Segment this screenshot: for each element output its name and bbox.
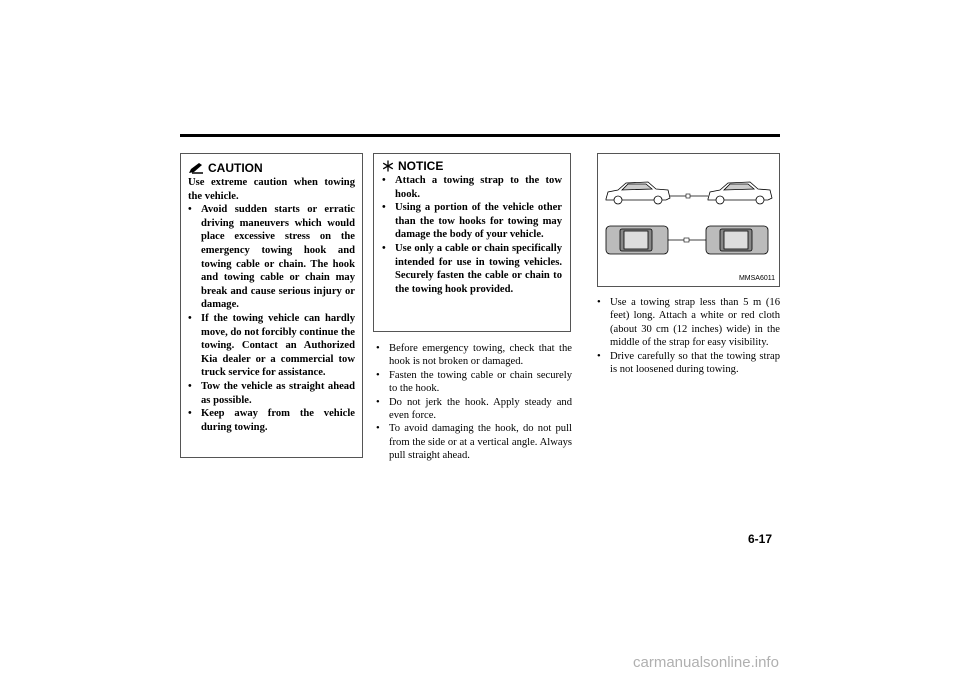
towing-cars-illustration [598,154,779,286]
emergency-towing-list [376,342,572,463]
list-item: • Use only a cable or chain specifically intended for use in towing vehicles. Securely fasten the cable or chain to the towing hook provided. [382,242,562,295]
caution-heading: CAUTION [188,160,355,176]
caution-list [188,203,355,434]
list-item: • Using a portion of the vehicle other than the tow hooks for towing may damage the body of your vehicle. [382,202,562,241]
list-item: • If the towing vehicle can hardly move, do not forcibly continue the towing. Contact an Authorized Kia dealer or a commercial tow truck service for assistance. [188,312,355,379]
list-item: • Use a towing strap less than 5 m (16 feet) long. Attach a white or red cloth (about 30 cm (12 inches) wide) in the middle of the strap for easy visibility. [597,297,780,349]
snowflake-icon [382,160,394,172]
towing-illustration [597,153,780,287]
pencil-icon [188,162,204,174]
list-item: • Drive carefully so that the towing strap is not loosened during towing. [597,350,780,376]
page-number: 6-17 [748,532,773,546]
notice-heading: NOTICE [382,158,562,174]
figure-code: MMSA6011 [738,275,775,282]
caution-box [180,153,363,458]
list-item: • Before emergency towing, check that the hook is not broken or damaged. [376,343,572,368]
caution-body [188,176,355,434]
notice-box [373,153,571,332]
list-item: • Keep away from the vehicle during towing. [188,408,355,433]
towing-strap-list [597,296,780,376]
list-item: • Avoid sudden starts or erratic driving maneuvers which would place excessive stress on the emergency towing hook and towing cable or chain. The hook and towing cable or chain may break and cause serious injury or damage. [188,204,355,311]
watermark: carmanualsonline.info [633,654,779,671]
list-item: • To avoid damaging the hook, do not pull from the side or at a vertical angle. Always pull straight ahead. [376,423,572,462]
list-item: • Do not jerk the hook. Apply steady and even force. [376,396,572,422]
caution-intro: Use extreme caution when towing the vehicle. [188,177,355,202]
header-rule [180,134,780,137]
list-item: • Attach a towing strap to the tow hook. [382,175,562,200]
notice-list [382,174,562,296]
list-item: • Fasten the towing cable or chain securely to the hook. [376,369,572,395]
list-item: • Tow the vehicle as straight ahead as possible. [188,380,355,406]
notice-body [382,174,562,296]
